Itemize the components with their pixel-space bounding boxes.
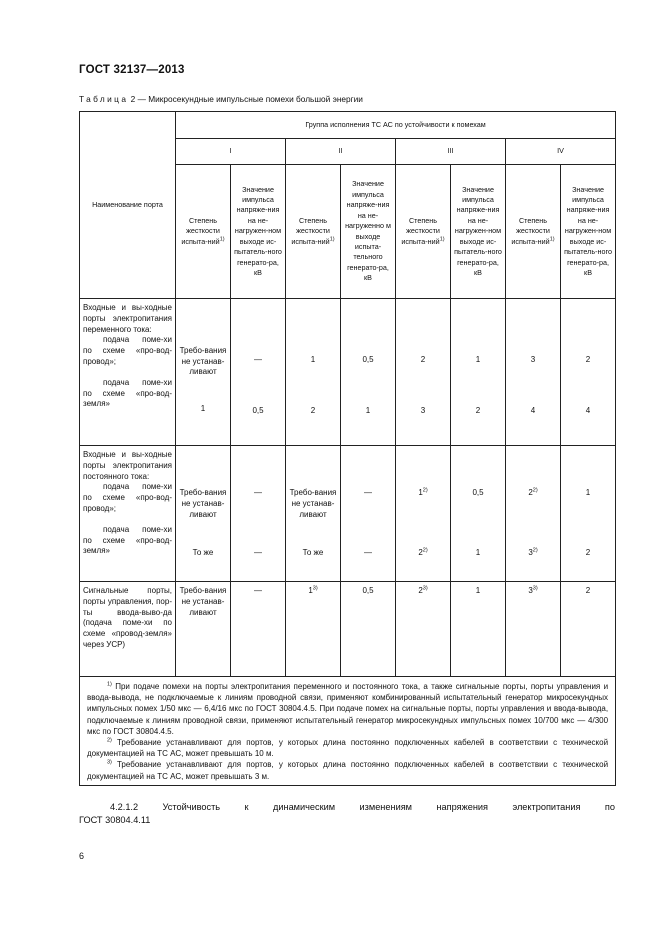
value-cell: Требо-вания не устанав-ливают 1 [176,299,231,446]
value-cell: 2$^{3)}$ [396,582,451,677]
voltage-header: Значение импульса напряже-ния на не-нагружен-ном выходе ис-пытатель-ного генерато-ра, кВ [231,165,286,299]
group-iv: IV [506,139,616,165]
value-cell: 0,5 [341,582,396,677]
voltage-header: Значение импульса напряже-ния на не-нагружен-ном выходе ис-пытатель-ного генерато-ра, кВ [561,165,616,299]
severity-header: Степень жесткости испыта-ний$^{1)}$ [286,165,341,299]
value-cell: 1$^{3)}$ [286,582,341,677]
footnote: $^{3)}$ Требование устанавливают для портов, у которых длина постоянно подключенных кабелей в соответствии с технической документацией на ТС АС, может превышать 3 м. [87,759,609,781]
table-caption-prefix: Таблица [79,94,129,104]
voltage-header: Значение импульса напряже-ния на не-нагруженно м выходе испыта-тельного генерато-ра, кВ [341,165,396,299]
value-cell: — 0,5 [231,299,286,446]
page-number: 6 [79,851,85,861]
value-cell: Требо-вания не устанав-ливают [176,582,231,677]
footnotes [80,677,616,786]
footnotes-row [80,677,616,786]
table-caption-number: 2 [130,94,136,104]
value-cell: 3$^{3)}$ [506,582,561,677]
port-column-header: Наименование порта [80,112,176,299]
value-cell: 1 2 [451,299,506,446]
value-cell: Требо-вания не устанав-ливают То же [176,446,231,582]
severity-header: Степень жесткости испыта-ний$^{1)}$ [176,165,231,299]
value-cell: 1$^{2)}$ 2$^{2)}$ [396,446,451,582]
value-cell: — — [231,446,286,582]
paragraph-line: 4.2.1.2 Устойчивость к динамическим изменениям напряжения электропитания по [110,802,615,812]
group-ii: II [286,139,396,165]
value-cell: 2 4 [561,299,616,446]
voltage-header: Значение импульса напряже-ния на не-нагружен-ном выходе ис-пытатель-ного генерато-ра, кВ [451,165,506,299]
footnote: $^{1)}$ При подаче помехи на порты электропитания переменного и постоянного тока, а также сигнальные порты, порты управления и ввода-вывода, не подключаемые к линиям проводной связи, применяют комбинированный испытательный генератор микросекундных импульсных помех 1/50 мкс — 6,4/16 мкс по ГОСТ 30804.4.5. При подаче помех на сигнальные порты, порты управления и ввода-вывода, подключаемые к линиям проводной связи, применяют испытательный генератор микросекундных импульсных помех 10/700 мкс — 4/300 мкс по ГОСТ 30804.4.5. [87,681,609,736]
table-caption [79,94,363,104]
value-cell: 0,5 1 [451,446,506,582]
port-cell: Входные и вы-ходные порты электропитания постоянного тока: подача поме-хи по схеме «про-вод-провод»; подача поме-хи по схеме «про-вод-земля» [80,446,176,582]
value-cell: 1 2 [286,299,341,446]
table-header-row [80,112,616,139]
body-paragraph [79,801,615,827]
value-cell: 2 [561,582,616,677]
table-row [80,446,616,582]
value-cell: Требо-вания не устанав-ливают То же [286,446,341,582]
value-cell: 3 4 [506,299,561,446]
severity-header: Степень жесткости испыта-ний$^{1)}$ [396,165,451,299]
emission-table [79,111,616,786]
value-cell: 2$^{2)}$ 3$^{2)}$ [506,446,561,582]
value-cell: 0,5 1 [341,299,396,446]
severity-header: Степень жесткости испыта-ний$^{1)}$ [506,165,561,299]
value-cell: — [231,582,286,677]
document-header: ГОСТ 32137—2013 [79,64,185,76]
value-cell: — — [341,446,396,582]
footnote: $^{2)}$ Требование устанавливают для портов, у которых длина постоянно подключенных кабелей в соответствии с технической документацией на ТС АС, может превышать 10 м. [87,737,609,759]
port-cell: Входные и вы-ходные порты электропитания переменного тока: подача поме-хи по схеме «про-вод-провод»; подача поме-хи по схеме «про-вод-земля» [80,299,176,446]
group-iii: III [396,139,506,165]
table-row [80,582,616,677]
value-cell: 2 3 [396,299,451,446]
value-cell: 1 2 [561,446,616,582]
paragraph-line: ГОСТ 30804.4.11 [79,814,151,825]
table-caption-title: — Микросекундные импульсные помехи большой энергии [137,94,363,104]
value-cell: 1 [451,582,506,677]
group-i: I [176,139,286,165]
table-row [80,299,616,446]
port-cell: Сигнальные порты, порты управления, пор-ты ввода-выво-да (подача поме-хи по схеме «провод-земля» через УСР) [80,582,176,677]
group-header: Группа исполнения ТС АС по устойчивости к помехам [176,112,616,139]
